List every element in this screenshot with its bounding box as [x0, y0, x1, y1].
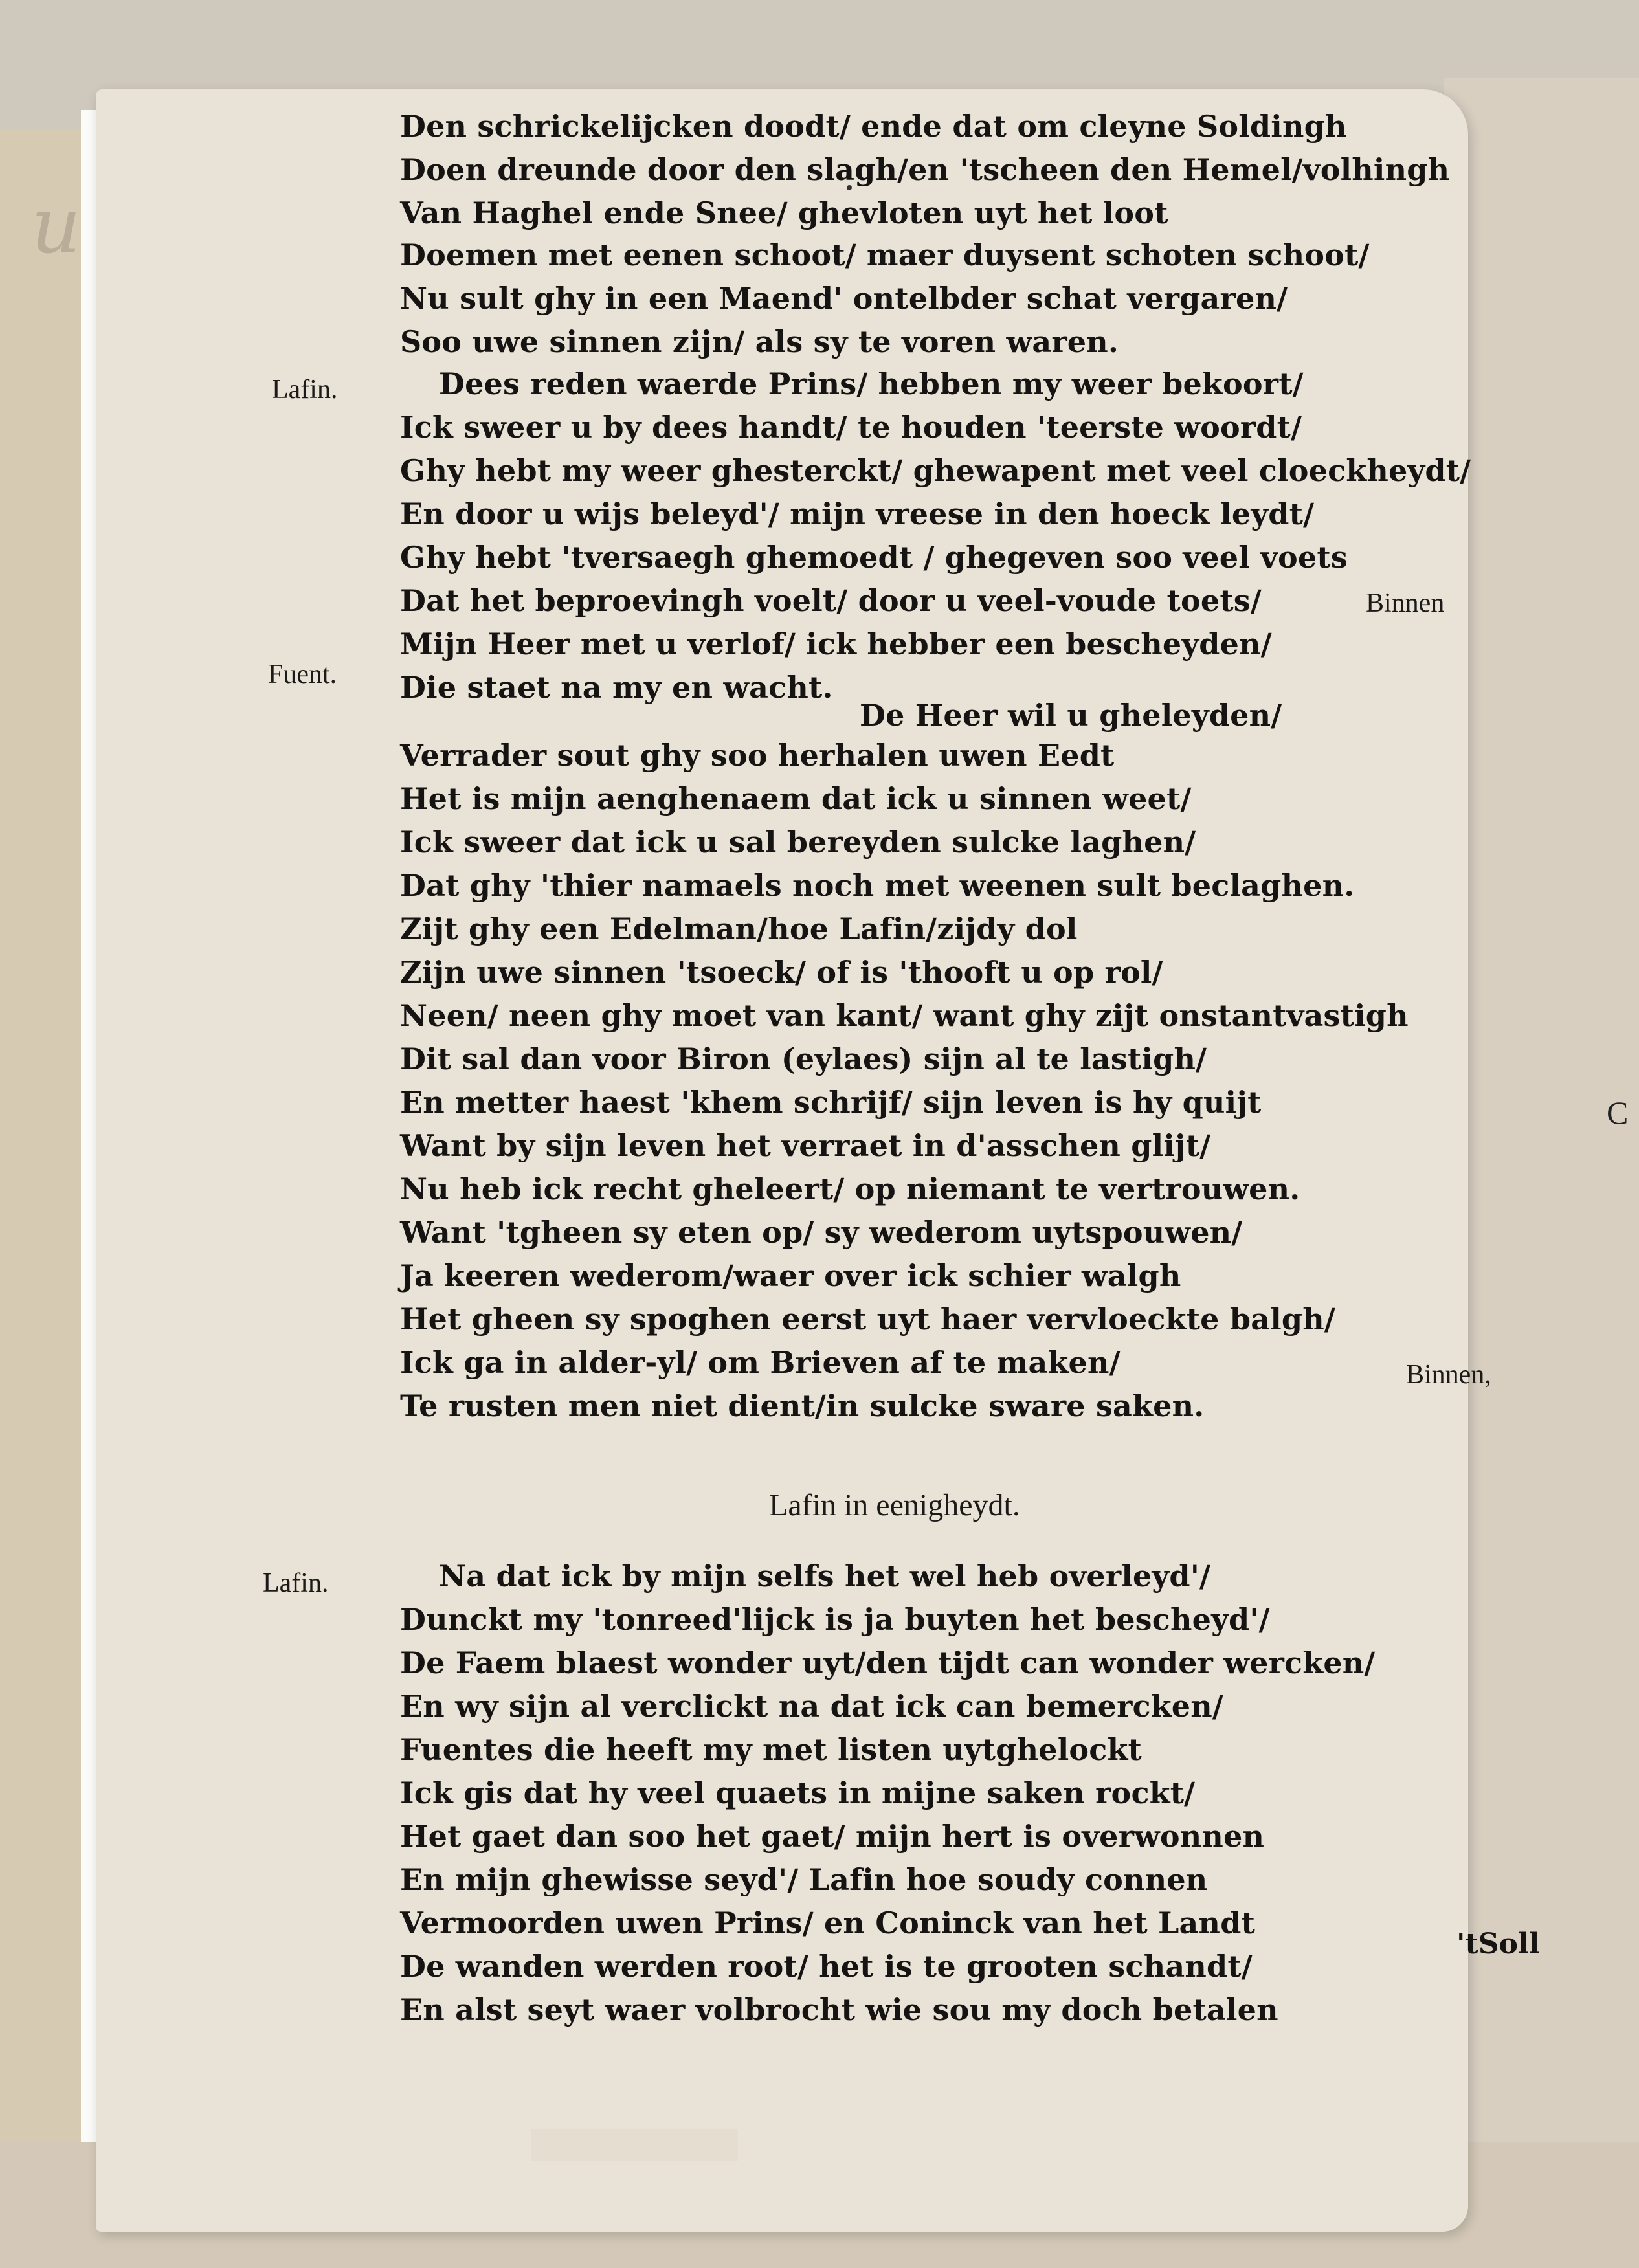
verse-line-16: Verrader sout ghy soo herhalen uwen Eedt	[400, 738, 1115, 773]
catchword: 'tSoll	[1456, 1928, 1540, 1961]
verse-line-22: Neen/ neen ghy moet van kant/ want ghy zijt onstantvastigh	[400, 998, 1409, 1033]
verse-line-29: Het gheen sy spoghen eerst uyt haer vervloeckte balgh/	[400, 1302, 1335, 1337]
verse-line-35: En wy sijn al verclickt na dat ick can bemercken/	[400, 1689, 1223, 1724]
verse-line-7: Dees reden waerde Prins/ hebben my weer bekoort/	[439, 366, 1304, 401]
verse-line-9: Ghy hebt my weer ghesterckt/ ghewapent met veel cloeckheydt/	[400, 453, 1471, 488]
speaker-lafin-2: Lafin.	[263, 1568, 329, 1598]
verse-line-28: Ja keeren wederom/waer over ick schier walgh	[400, 1258, 1181, 1293]
verse-line-34: De Faem blaest wonder uyt/den tijdt can wonder wercken/	[400, 1645, 1376, 1680]
verse-line-10: En door u wijs beleyd'/ mijn vreese in den hoeck leydt/	[400, 496, 1315, 531]
book-page	[96, 89, 1540, 2232]
verse-line-20: Zijt ghy een Edelman/hoe Lafin/zijdy dol	[400, 911, 1078, 946]
verse-line-1: Den schrickelijcken doodt/ ende dat om cleyne Soldingh	[400, 109, 1347, 144]
verse-line-13: Mijn Heer met u verlof/ ick hebber een bescheyden/	[400, 627, 1272, 662]
verse-line-8: Ick sweer u by dees handt/ te houden 'teerste woordt/	[400, 410, 1302, 445]
verse-line-2: Doen dreunde door den slagh/en 'tscheen den Hemel/volhingh	[400, 152, 1450, 187]
verse-line-25: Want by sijn leven het verraet in d'asschen glijt/	[400, 1128, 1211, 1163]
pencil-mark: u	[31, 181, 82, 271]
verse-line-5: Nu sult ghy in een Maend' ontelbder schat vergaren/	[400, 281, 1288, 316]
verse-line-39: En mijn ghewisse seyd'/ Lafin hoe soudy connen	[400, 1862, 1208, 1897]
stage-direction-binnen-2: Binnen,	[1406, 1360, 1491, 1390]
verse-line-24: En metter haest 'khem schrijf/ sijn leven is hy quijt	[400, 1085, 1262, 1120]
verse-line-27: Want 'tgheen sy eten op/ sy wederom uytspouwen/	[400, 1215, 1243, 1250]
verse-line-38: Het gaet dan soo het gaet/ mijn hert is overwonnen	[400, 1819, 1265, 1854]
verse-line-11: Ghy hebt 'tversaegh ghemoedt / ghegeven soo veel voets	[400, 540, 1348, 575]
facing-page-letter: C	[1607, 1095, 1629, 1131]
verse-line-23: Dit sal dan voor Biron (eylaes) sijn al te lastigh/	[400, 1041, 1207, 1076]
speaker-fuent: Fuent.	[268, 660, 337, 689]
verse-line-17: Het is mijn aenghenaem dat ick u sinnen weet/	[400, 781, 1192, 816]
verse-line-18: Ick sweer dat ick u sal bereyden sulcke laghen/	[400, 825, 1196, 860]
verse-line-3: Van Haghel ende Snee/ ghevloten uyt het loot	[400, 195, 1168, 230]
verse-line-42: En alst seyt waer volbrocht wie sou my doch betalen	[400, 1992, 1278, 2027]
verse-line-31: Te rusten men niet dient/in sulcke sware saken.	[400, 1388, 1205, 1423]
verse-line-19: Dat ghy 'thier namaels noch met weenen sult beclaghen.	[400, 868, 1355, 903]
speaker-lafin: Lafin.	[272, 375, 338, 405]
verse-line-4: Doemen met eenen schoot/ maer duysent schoten schoot/	[400, 238, 1370, 272]
verse-line-33: Dunckt my 'tonreed'lijck is ja buyten het bescheyd'/	[400, 1602, 1270, 1637]
verse-line-26: Nu heb ick recht gheleert/ op niemant te vertrouwen.	[400, 1172, 1300, 1206]
verse-line-36: Fuentes die heeft my met listen uytghelockt	[400, 1732, 1142, 1767]
verse-line-14: Die staet na my en wacht.	[400, 670, 833, 705]
verse-line-37: Ick gis dat hy veel quaets in mijne saken rockt/	[400, 1775, 1196, 1810]
verse-line-30: Ick ga in alder-yl/ om Brieven af te maken/	[400, 1345, 1121, 1380]
verse-line-40: Vermoorden uwen Prins/ en Coninck van het Landt	[400, 1906, 1256, 1940]
verse-line-21: Zijn uwe sinnen 'tsoeck/ of is 'thooft u op rol/	[400, 955, 1163, 990]
verse-line-15: De Heer wil u gheleyden/	[860, 698, 1282, 733]
verse-line-12: Dat het beproevingh voelt/ door u veel-voude toets/	[400, 583, 1262, 618]
stage-direction-binnen: Binnen	[1366, 588, 1445, 618]
verse-line-41: De wanden werden root/ het is te grooten schandt/	[400, 1949, 1253, 1984]
paper-tab	[531, 2129, 738, 2161]
scene-heading: Lafin in eenigheydt.	[769, 1488, 1020, 1522]
verse-line-6: Soo uwe sinnen zijn/ als sy te voren waren.	[400, 324, 1119, 359]
verse-line-32: Na dat ick by mijn selfs het wel heb overleyd'/	[439, 1559, 1211, 1594]
